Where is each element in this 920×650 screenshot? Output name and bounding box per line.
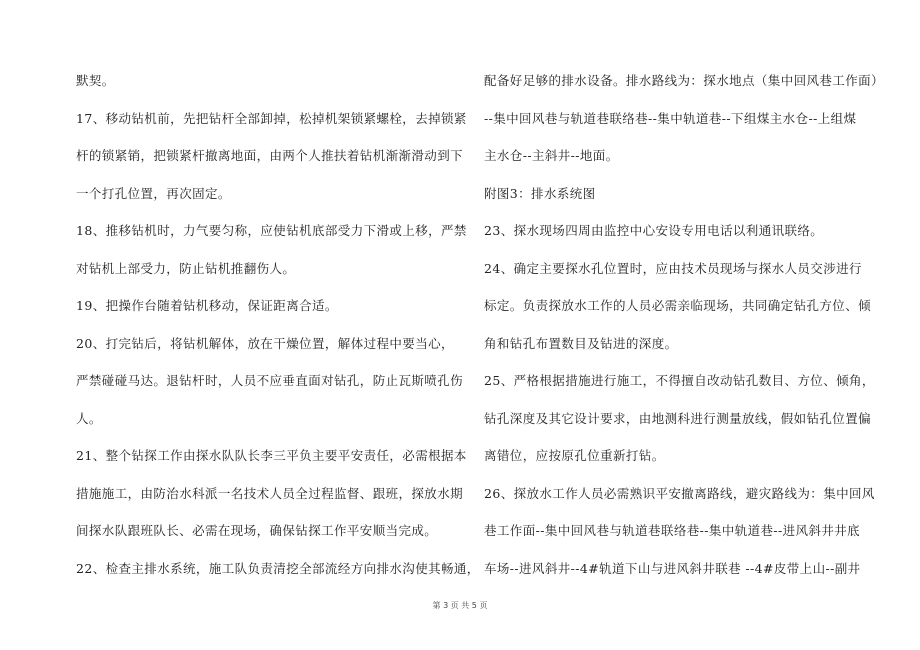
text-line: 18、推移钻机时，力气要匀称，应使钻机底部受力下滑或上移，严禁	[76, 223, 467, 238]
text-line: 主水仓--主斜井--地面。	[484, 148, 619, 163]
text-line: 25、严格根据措施进行施工，不得擅自改动钻孔数目、方位、倾角，	[484, 373, 875, 388]
text-line: 严禁碰碰马达。退钻杆时，人员不应垂直面对钻孔，防止瓦斯喷孔伤	[76, 373, 464, 388]
text-line: 21、整个钻探工作由探水队队长李三平负主要平安责任，必需根据本	[76, 448, 467, 463]
text-line: 离错位，应按原孔位重新打钻。	[484, 448, 665, 463]
text-line: 默契。	[76, 73, 115, 88]
text-line: --集中回风巷与轨道巷联络巷--集中轨道巷--下组煤主水仓--上组煤	[484, 110, 857, 126]
text-line: 20、打完钻后，将钻机解体，放在干燥位置，解体过程中要当心，	[76, 335, 454, 351]
figure-caption: 附图3：排水系统图	[484, 185, 596, 201]
text-line: 间探水队跟班队长、必需在现场，确保钻探工作平安顺当完成。	[76, 523, 438, 538]
text-line: 24、确定主要探水孔位置时，应由技术员现场与探水人员交涉进行	[484, 260, 862, 276]
text-line: 巷工作面--集中回风巷与轨道巷联络巷--集中轨道巷--进风斜井井底	[484, 523, 861, 538]
text-line: 人。	[76, 410, 102, 426]
left-column	[76, 62, 480, 587]
text-line: 车场--进风斜井--4#轨道下山与进风斜井联巷 --4#皮带上山--副井	[484, 560, 861, 576]
text-line: 22、检查主排水系统，施工队负责清挖全部流经方向排水沟使其畅通，	[76, 560, 480, 576]
text-line: 23、探水现场四周由监控中心安设专用电话以利通讯联络。	[484, 223, 824, 238]
text-line: 角和钻孔布置数目及钻进的深度。	[484, 335, 678, 351]
right-column	[484, 62, 884, 587]
text-line: 配备好足够的排水设备。排水路线为：探水地点（集中回风巷工作面）	[484, 73, 884, 88]
text-line: 26、探放水工作人员必需熟识平安撤离路线，避灾路线为：集中回风	[484, 485, 875, 501]
text-line: 措施施工，由防治水科派一名技术人员全过程监督、跟班，探放水期	[76, 485, 464, 501]
text-line: 对钻机上部受力，防止钻机推翻伤人。	[76, 260, 296, 276]
text-line: 钻孔深度及其它设计要求，由地测科进行测量放线，假如钻孔位置偏	[484, 410, 872, 426]
text-line: 19、把操作台随着钻机移动，保证距离合适。	[76, 298, 338, 313]
text-line: 标定。负责探放水工作的人员必需亲临现场，共同确定钻孔方位、倾	[484, 298, 872, 313]
text-line: 杆的锁紧销，把锁紧杆撤离地面，由两个人推扶着钻机渐渐滑动到下	[76, 148, 464, 163]
page-footer: 第 3 页 共 5 页	[432, 601, 488, 610]
text-line: 17、移动钻机前，先把钻杆全部卸掉，松掉机架锁紧螺栓，去掉锁紧	[76, 110, 467, 126]
text-line: 一个打孔位置，再次固定。	[76, 185, 231, 201]
